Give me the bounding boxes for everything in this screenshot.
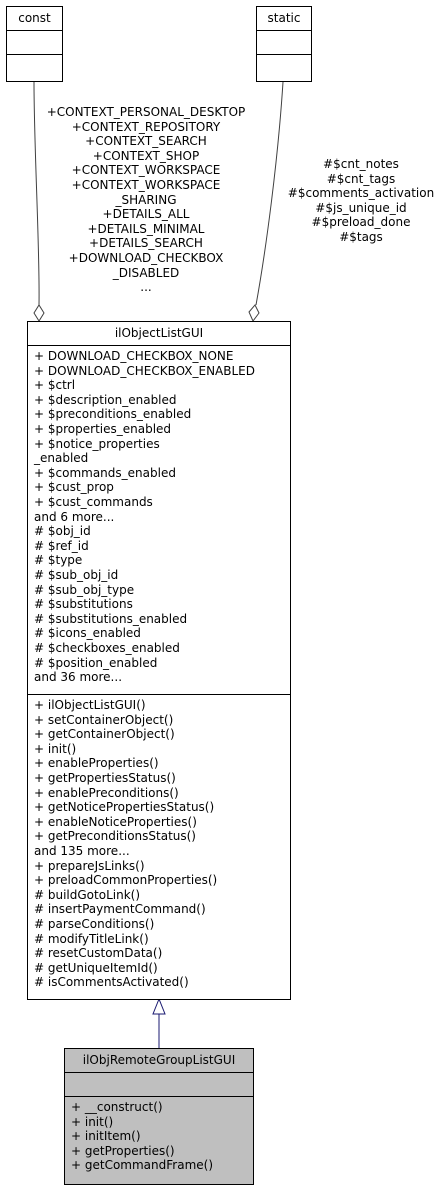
edge-label: +CONTEXT_PERSONAL_DESKTOP <box>46 105 246 119</box>
derived-class-methods <box>65 1096 253 1184</box>
edge-label: #$cnt_tags <box>326 171 396 186</box>
edge-label: #$tags <box>339 230 383 244</box>
method-row: # buildGotoLink() <box>34 887 141 902</box>
static-class-methods <box>257 54 311 81</box>
edge-label: +CONTEXT_WORKSPACE <box>71 178 221 192</box>
edge-label: #$preload_done <box>311 215 411 230</box>
edge-label: +DETAILS_SEARCH <box>89 236 203 251</box>
method-row: # isCommentsActivated() <box>34 975 189 990</box>
attribute-row: + $cust_prop <box>34 480 114 495</box>
attribute-row: # $type <box>34 553 83 568</box>
edge-label: +CONTEXT_WORKSPACE <box>71 163 221 178</box>
attribute-row: and 36 more... <box>34 670 123 685</box>
method-row: # parseConditions() <box>34 917 155 931</box>
static-class-attributes <box>257 30 311 54</box>
edge-label: +DETAILS_MINIMAL <box>87 221 205 236</box>
method-row: + preloadCommonProperties() <box>34 873 218 888</box>
const-class-box <box>6 6 63 82</box>
derived-class-box <box>64 1048 254 1185</box>
const-class-title: const <box>18 11 51 25</box>
edge-label: _DISABLED <box>112 265 180 280</box>
attribute-row: + $description_enabled <box>34 392 177 407</box>
method-row: + enablePreconditions() <box>34 785 179 800</box>
attribute-row: and 6 more... <box>34 509 115 524</box>
edge-label: ... <box>140 280 152 295</box>
const-class-methods <box>7 54 62 81</box>
edge-label: +CONTEXT_SHOP <box>92 148 200 163</box>
attribute-row: # $checkboxes_enabled <box>34 641 180 655</box>
method-row: + init() <box>71 1114 114 1129</box>
static-class-title: static <box>267 11 301 25</box>
base-class-methods <box>28 694 290 999</box>
attribute-row: # $sub_obj_id <box>34 568 119 582</box>
attribute-row: # $substitutions <box>34 597 133 612</box>
const-aggregation-diamond <box>34 305 44 321</box>
edge-label: +DETAILS_ALL <box>102 207 190 222</box>
edge-label: +CONTEXT_SEARCH <box>85 134 207 149</box>
method-row: + setContainerObject() <box>34 712 174 727</box>
method-row: + getContainerObject() <box>34 727 175 742</box>
const-class-attributes <box>7 30 62 54</box>
attribute-row: # $sub_obj_type <box>34 582 135 597</box>
edge-label: _SHARING <box>115 192 177 207</box>
static-class-box <box>256 6 312 82</box>
method-row: # resetCustomData() <box>34 946 163 961</box>
attribute-row: + $ctrl <box>34 378 76 393</box>
method-row: + getProperties() <box>71 1143 175 1158</box>
method-row: # getUniqueItemId() <box>34 960 158 975</box>
edge-label: #$js_unique_id <box>315 200 407 215</box>
attribute-row: + $notice_properties <box>34 436 160 451</box>
method-row: and 135 more... <box>34 844 130 858</box>
attribute-row: + $preconditions_enabled <box>34 407 192 422</box>
method-row: + getCommandFrame() <box>71 1158 214 1173</box>
inheritance-arrowhead <box>153 999 165 1014</box>
base-class-attributes <box>28 345 290 694</box>
method-row: + enableNoticeProperties() <box>34 814 197 829</box>
attribute-row: # $substitutions_enabled <box>34 611 188 626</box>
base-class-box <box>27 321 291 1000</box>
method-row: # modifyTitleLink() <box>34 931 149 946</box>
attribute-row: + $commands_enabled <box>34 465 176 480</box>
edge-label: +DOWNLOAD_CHECKBOX <box>68 251 224 265</box>
method-row: + enableProperties() <box>34 756 159 771</box>
edge-label: #$cnt_notes <box>323 157 399 171</box>
method-row: + getNoticePropertiesStatus() <box>34 800 215 815</box>
method-row: + getPropertiesStatus() <box>34 771 176 785</box>
attribute-row: + DOWNLOAD_CHECKBOX_NONE <box>34 349 234 363</box>
method-row: + __construct() <box>71 1100 163 1114</box>
attribute-row: + $cust_commands <box>34 495 153 509</box>
edge-label: #$comments_activation <box>287 186 435 201</box>
attribute-row: + $properties_enabled <box>34 422 172 436</box>
method-row: + getPreconditionsStatus() <box>34 829 196 844</box>
method-row: # insertPaymentCommand() <box>34 902 206 917</box>
base-class-title: ilObjectListGUI <box>114 326 204 340</box>
attribute-row: # $position_enabled <box>34 655 158 670</box>
method-row: + prepareJsLinks() <box>34 858 145 873</box>
attribute-row: # $icons_enabled <box>34 626 141 641</box>
attribute-row: _enabled <box>34 451 89 466</box>
edge-label: +CONTEXT_REPOSITORY <box>71 119 221 134</box>
derived-class-attributes <box>65 1072 253 1096</box>
attribute-row: + DOWNLOAD_CHECKBOX_ENABLED <box>34 363 255 378</box>
method-row: + initItem() <box>71 1129 141 1144</box>
derived-class-title: ilObjRemoteGroupListGUI <box>82 1053 236 1067</box>
method-row: + init() <box>34 741 77 756</box>
attribute-row: # $ref_id <box>34 538 89 553</box>
method-row: + ilObjectListGUI() <box>34 698 146 712</box>
attribute-row: # $obj_id <box>34 524 91 539</box>
static-aggregation-diamond <box>249 305 259 321</box>
